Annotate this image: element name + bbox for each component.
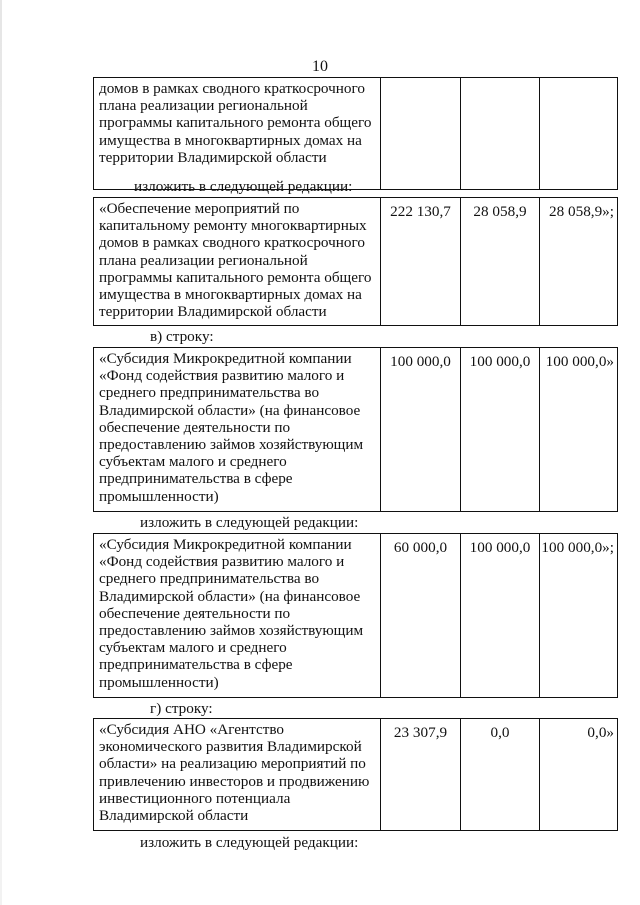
row-value-3: 0,0» xyxy=(540,719,618,831)
row-value-2 xyxy=(461,78,540,190)
row-value-1: 100 000,0 xyxy=(381,348,461,512)
budget-table-old-row xyxy=(93,347,618,512)
budget-table-new-row xyxy=(93,533,618,698)
instruction-text: в) строку: xyxy=(150,328,214,345)
row-value-1: 222 130,7 xyxy=(381,198,461,326)
budget-table-new-revision xyxy=(93,197,618,326)
row-description: «Обеспечение мероприятий по капитальному ремонту многоквартирных домов в рамках сводного краткосрочного плана реализации региональной программы капитального ремонта общего имущества в многоквартирных домах на территории Владимирской области xyxy=(94,198,381,326)
instruction-text: изложить в следующей редакции: xyxy=(140,834,359,851)
row-value-3: 28 058,9»; xyxy=(540,198,618,326)
row-value-2: 28 058,9 xyxy=(461,198,540,326)
row-description: «Субсидия АНО «Агентство экономического развития Владимирской области» на реализацию мероприятий по привлечению инвесторов и продвижению инвестиционного потенциала Владимирской области xyxy=(94,719,381,831)
row-description: домов в рамках сводного краткосрочного плана реализации региональной программы капитального ремонта общего имущества в многоквартирных домах на территории Владимирской области xyxy=(94,78,381,190)
table-row xyxy=(94,78,618,190)
table-row xyxy=(94,198,618,326)
row-value-3: 100 000,0» xyxy=(540,348,618,512)
table-row xyxy=(94,534,618,698)
instruction-text: изложить в следующей редакции: xyxy=(140,514,359,531)
row-description: «Субсидия Микрокредитной компании «Фонд содействия развитию малого и среднего предпринимательства во Владимирской области» (на финансовое обеспечение деятельности по предоставлению займов хозяйствующим субъектам малого и среднего предпринимательства в сфере промышленности) xyxy=(94,534,381,698)
row-value-2: 100 000,0 xyxy=(461,348,540,512)
table-row xyxy=(94,719,618,831)
instruction-text: изложить в следующей редакции: xyxy=(134,178,353,195)
row-value-1: 60 000,0 xyxy=(381,534,461,698)
row-value-2: 0,0 xyxy=(461,719,540,831)
instruction-text: г) строку: xyxy=(150,700,213,717)
row-value-3 xyxy=(540,78,618,190)
budget-table-old-row-g xyxy=(93,718,618,831)
row-value-2: 100 000,0 xyxy=(461,534,540,698)
row-description: «Субсидия Микрокредитной компании «Фонд содействия развитию малого и среднего предпринимательства во Владимирской области» (на финансовое обеспечение деятельности по предоставлению займов хозяйствующим субъектам малого и среднего предпринимательства в сфере промышленности) xyxy=(94,348,381,512)
row-value-1 xyxy=(381,78,461,190)
table-row xyxy=(94,348,618,512)
scan-edge xyxy=(0,0,2,905)
budget-table-continued xyxy=(93,77,618,190)
row-value-1: 23 307,9 xyxy=(381,719,461,831)
row-value-3: 100 000,0»; xyxy=(540,534,618,698)
page-number: 10 xyxy=(312,58,328,75)
